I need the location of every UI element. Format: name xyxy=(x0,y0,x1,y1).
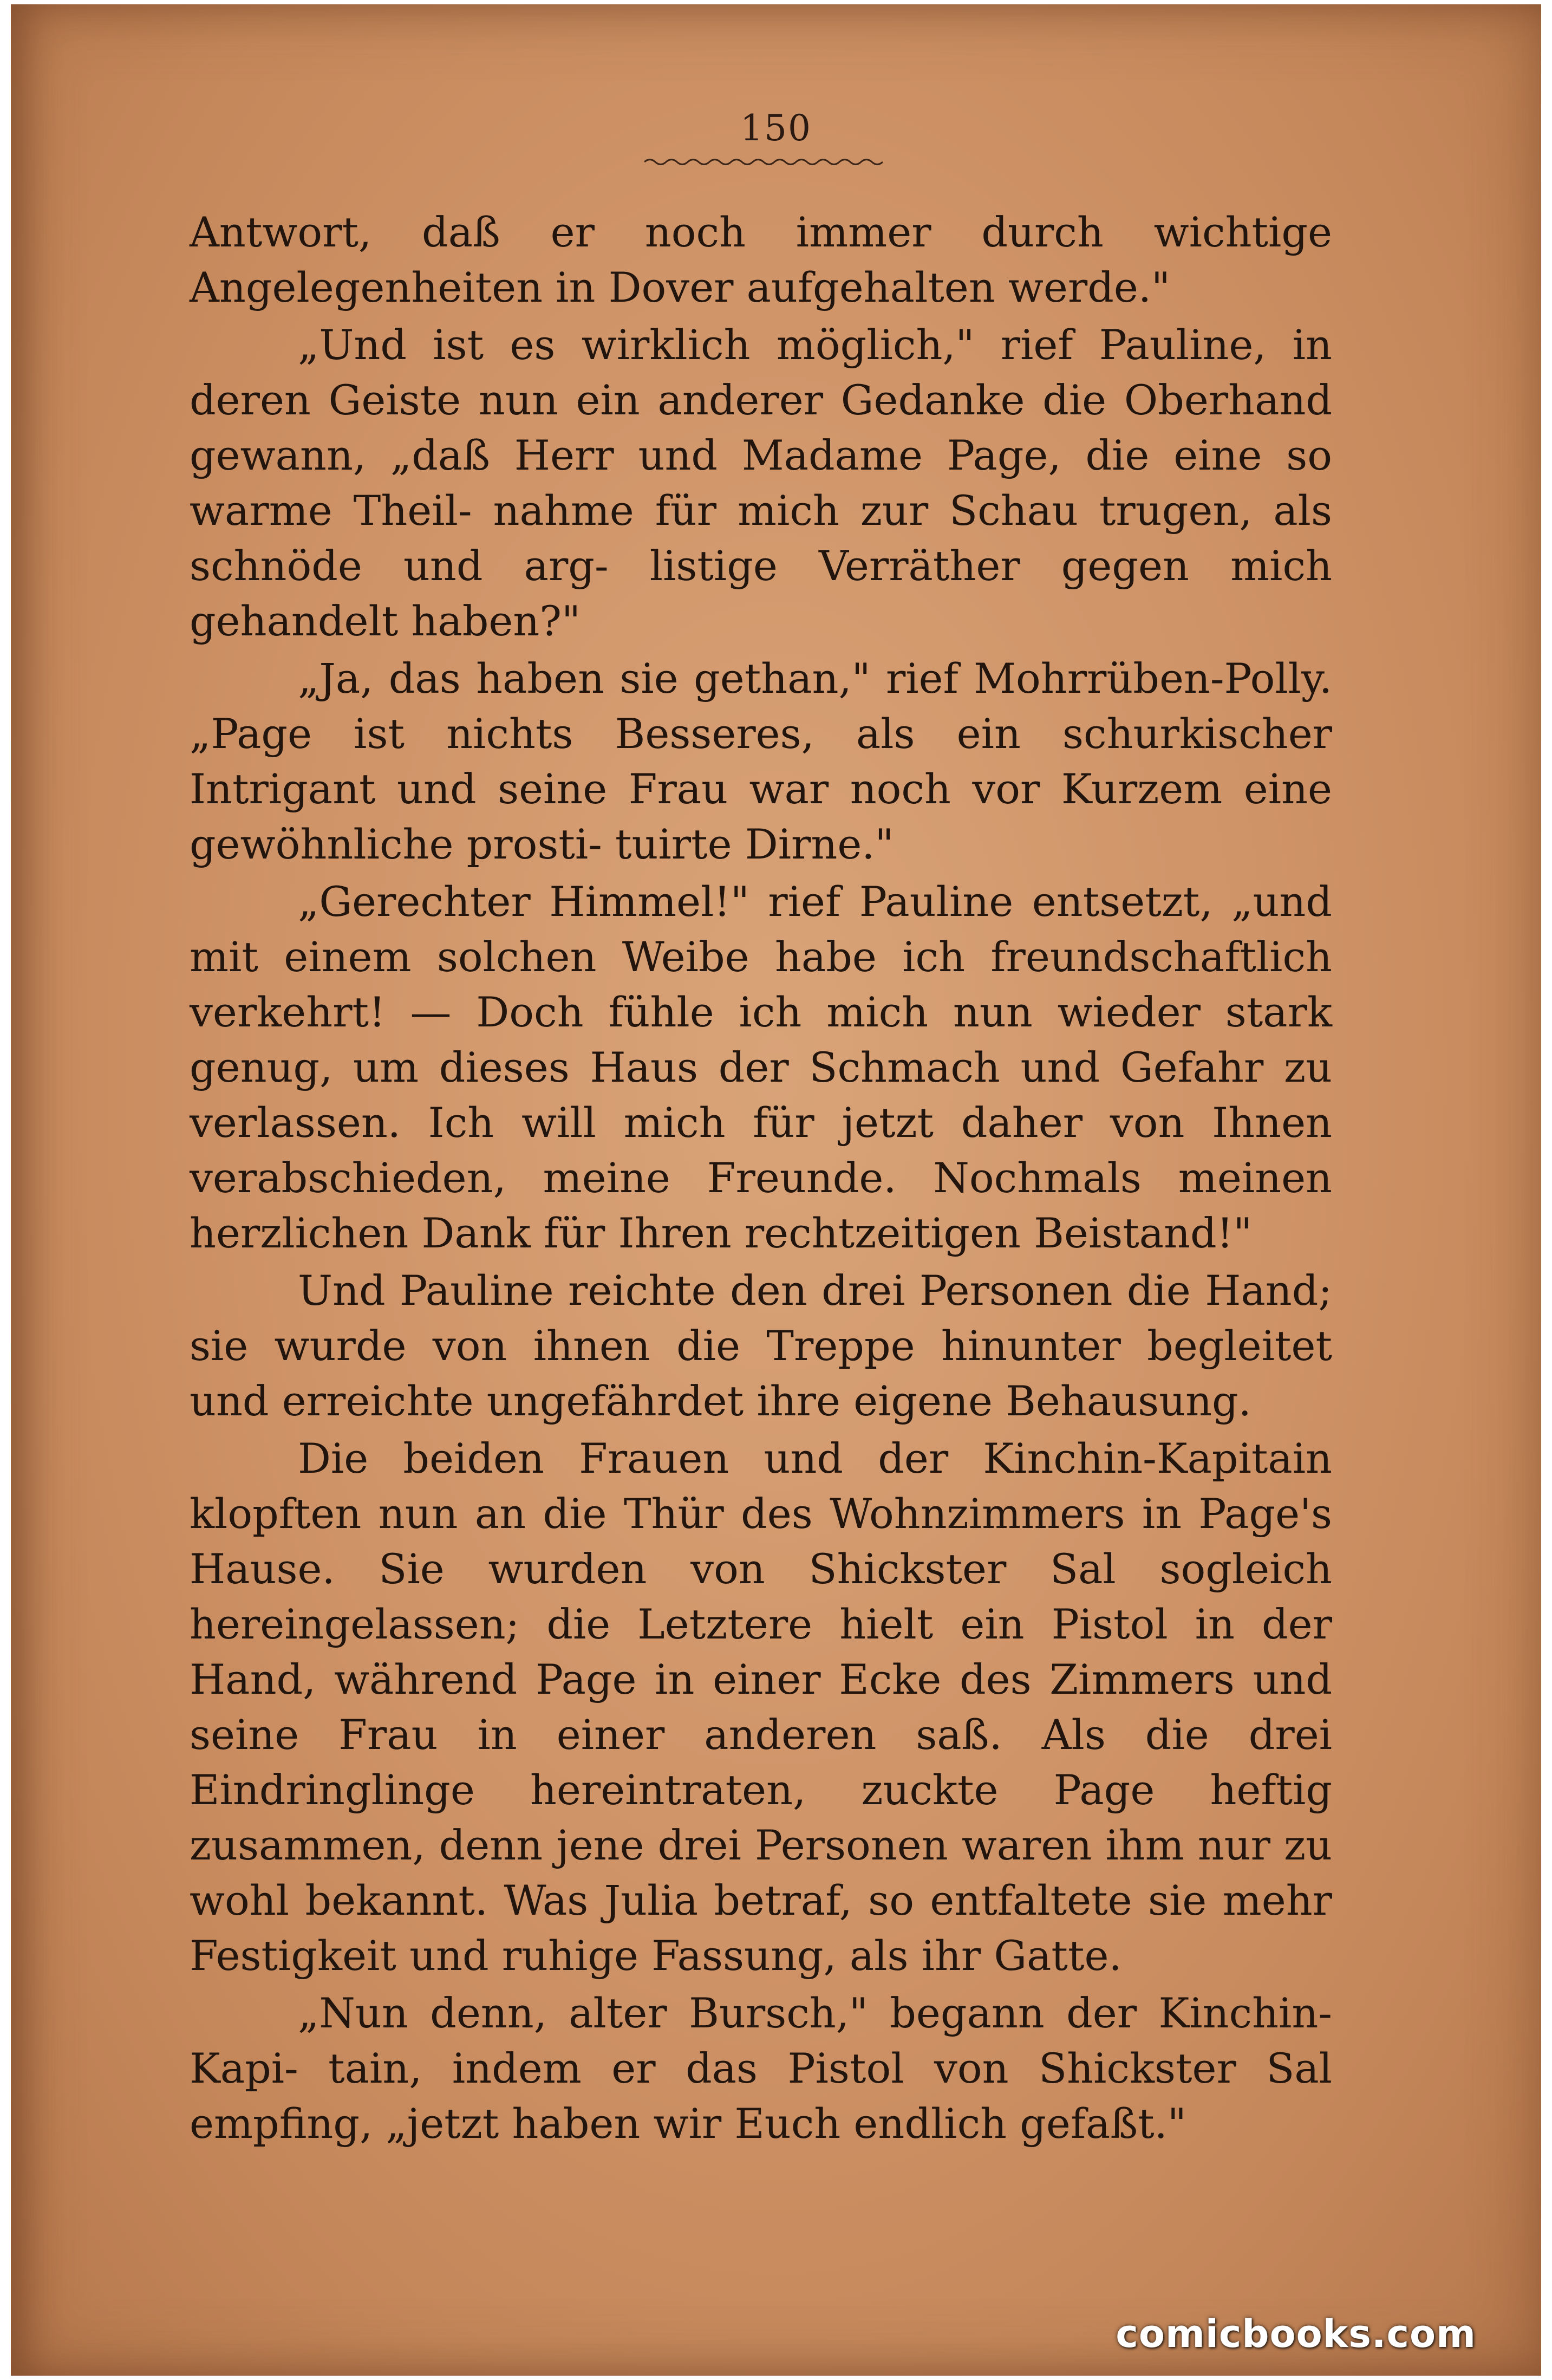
watermark-logo: comicbooks.com xyxy=(1116,2312,1476,2356)
book-page xyxy=(11,4,1541,2376)
paragraph-6: Die beiden Frauen und der Kinchin-Kapitain klopften nun an die Thür des Wohnzimmers in Page's Hause. Sie wurden von Shickster Sal sogleich hereingelassen; die Letztere hielt ein Pistol in der Hand, während Page in einer Ecke des Zimmers und seine Frau in einer anderen saß. Als die drei Eindringlinge hereintraten, zuckte Page heftig zusammen, denn jene drei Personen waren ihm nur zu wohl bekannt. Was Julia betraf, so entfaltete sie mehr Festigkeit und ruhige Fassung, als ihr Gatte. xyxy=(190,1434,1332,1980)
paragraph-2: „Und ist es wirklich möglich," rief Pauline, in deren Geiste nun ein anderer Gedanke die Oberhand gewann, „daß Herr und Madame Page, die eine so warme Theil- nahme für mich zur Schau trugen, als schnöde und arg- listige Verräther gegen mich gehandelt haben?" xyxy=(190,321,1332,645)
paragraph-3: „Ja, das haben sie gethan," rief Mohrrüben-Polly. „Page ist nichts Besseres, als ein schurkischer Intrigant und seine Frau war noch vor Kurzem eine gewöhnliche prosti- tuirte Dirne." xyxy=(190,654,1332,868)
body-text xyxy=(190,205,1332,2154)
paragraph-1: Antwort, daß er noch immer durch wichtige Angelegenheiten in Dover aufgehalten werde." xyxy=(190,208,1332,311)
wavy-rule-ornament xyxy=(644,157,883,167)
paragraph-5: Und Pauline reichte den drei Personen die Hand; sie wurde von ihnen die Treppe hinunter begleitet und erreichte ungefährdet ihre eigene Behausung. xyxy=(190,1266,1332,1425)
paragraph-4: „Gerechter Himmel!" rief Pauline entsetzt, „und mit einem solchen Weibe habe ich freundschaftlich verkehrt! — Doch fühle ich mich nun wieder stark genug, um dieses Haus der Schmach und Gefahr zu verlassen. Ich will mich für jetzt daher von Ihnen verabschieden, meine Freunde. Nochmals meinen herzlichen Dank für Ihren rechtzeitigen Beistand!" xyxy=(190,877,1332,1257)
page-number: 150 xyxy=(740,107,812,149)
paragraph-7: „Nun denn, alter Bursch," begann der Kinchin-Kapi- tain, indem er das Pistol von Shickster Sal empfing, „jetzt haben wir Euch endlich gefaßt." xyxy=(190,1989,1332,2148)
